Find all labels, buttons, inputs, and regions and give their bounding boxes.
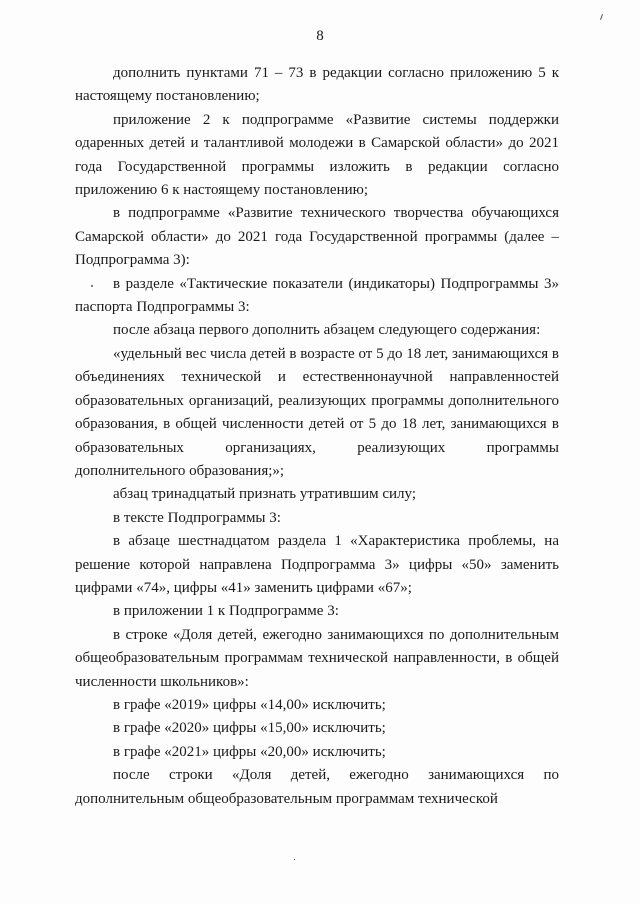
paragraph: дополнить пунктами 71 – 73 в редакции согласно приложению 5 к настоящему постановлению;: [75, 65, 559, 105]
paragraph: в тексте Подпрограммы 3:: [113, 509, 281, 526]
paragraph: абзац тринадцатый признать утратившим силу;: [113, 486, 416, 503]
paragraph: в графе «2021» цифры «20,00» исключить;: [113, 743, 386, 760]
page-number: 8: [316, 28, 324, 44]
paragraph: приложение 2 к подпрограмме «Развитие системы поддержки одаренных детей и талантливой молодежи в Самарской области» до 2021 года Государственной программы изложить в редакции согласно приложению 6 к настоящему постановлению;: [75, 111, 559, 199]
paragraph: в графе «2020» цифры «15,00» исключить;: [113, 720, 386, 737]
paragraph: в строке «Доля детей, ежегодно занимающихся по дополнительным общеобразовательным программам технической направленности, в общей численности школьников»:: [75, 626, 559, 690]
paragraph: в приложении 1 к Подпрограмме 3:: [113, 603, 339, 620]
paragraph: «удельный вес числа детей в возрасте от 5 до 18 лет, занимающихся в объединениях технической и естественнонаучной направленностей образовательных организаций, реализующих программы дополнительного образования, в общей численности детей от 5 до 18 лет, занимающихся в образовательных организациях, реализующих программы дополнительного образования;»;: [75, 345, 559, 479]
paragraph: после строки «Доля детей, ежегодно занимающихся по дополнительным общеобразовательным программам технической: [75, 767, 559, 807]
paragraph: в подпрограмме «Развитие технического творчества обучающихся Самарской области» до 2021 года Государственной программы (далее – Подпрограмма 3):: [75, 205, 559, 269]
paragraph: после абзаца первого дополнить абзацем следующего содержания:: [113, 322, 541, 339]
paragraph: в разделе «Тактические показатели (индикаторы) Подпрограммы 3» паспорта Подпрограммы 3:: [75, 275, 559, 316]
scan-speck: [600, 14, 603, 20]
paragraph: в графе «2019» цифры «14,00» исключить;: [113, 696, 386, 713]
scan-speck: [294, 859, 295, 860]
paragraph: в абзаце шестнадцатом раздела 1 «Характеристика проблемы, на решение которой направлена Подпрограмма 3» цифры «50» заменить цифрами «74», цифры «41» заменить цифрами «67»;: [75, 533, 559, 596]
document-body: [75, 62, 559, 811]
